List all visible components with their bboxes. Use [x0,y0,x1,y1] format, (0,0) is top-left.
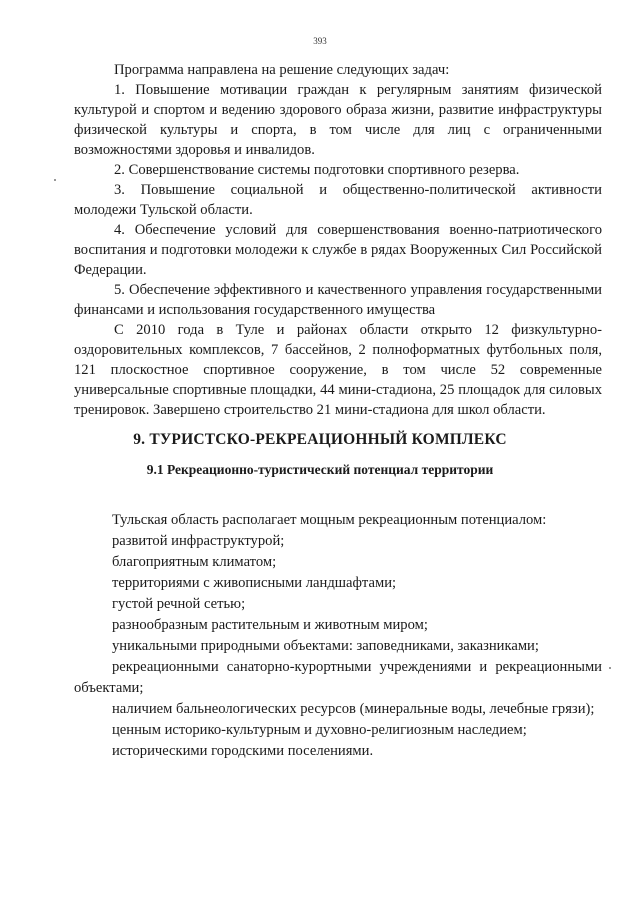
scan-speck [54,179,56,181]
list-item: историческими городскими поселениями. [112,743,374,759]
section-title: 9. ТУРИСТСКО-РЕКРЕАЦИОННЫЙ КОМПЛЕКС [133,431,507,448]
list-item: территориями с живописными ландшафтами; [112,575,397,591]
list-item: наличием бальнеологических ресурсов (минеральные воды, лечебные грязи); [112,701,595,717]
tasks-intro: Программа направлена на решение следующих задач: [114,62,450,78]
list-item: рекреационными санаторно-курортными учреждениями и рекреационными объектами; [74,659,602,696]
task-item-2: 2. Совершенствование системы подготовки спортивного резерва. [114,162,520,178]
potential-intro: Тульская область располагает мощным рекреационным потенциалом: [112,512,547,528]
list-item: благоприятным климатом; [112,554,277,570]
task-item-4: 4. Обеспечение условий для совершенствования военно-патриотического воспитания и подготовки молодежи к службе в рядах Вооруженных Сил Российской Федерации. [74,222,602,278]
page-number: 393 [313,36,327,46]
task-item-5: 5. Обеспечение эффективного и качественного управления государственными финансами и использования государственного имущества [74,282,602,318]
list-item: уникальными природными объектами: заповедниками, заказниками; [112,638,539,654]
list-item: густой речной сетью; [112,596,246,612]
tasks-section [74,60,602,420]
stats-paragraph: С 2010 года в Туле и районах области открыто 12 физкультурно-оздоровительных комплексов, 7 бассейнов, 2 полноформатных футбольных поля, 121 плоскостное спортивное сооружение, в том числе 52 современные универсальные спортивные площадки, 44 мини-стадиона, 25 площадок для силовых тренировок. Завершено строительство 21 мини-стадиона для школ области. [74,322,602,418]
list-item: разнообразным растительным и животным миром; [112,617,428,633]
task-item-3: 3. Повышение социальной и общественно-политической активности молодежи Тульской области. [74,182,602,218]
task-item-1: 1. Повышение мотивации граждан к регулярным занятиям физической культурой и спортом и ведению здорового образа жизни, развитие инфраструктуры физической культуры и спорта, в том числе для лиц с ограниченными возможностями здоровья и инвалидов. [74,82,602,158]
list-item: ценным историко-культурным и духовно-религиозным наследием; [112,722,527,738]
scan-speck [609,667,611,669]
potential-list [74,510,602,762]
list-item: развитой инфраструктурой; [112,533,285,549]
subsection-title: 9.1 Рекреационно-туристический потенциал территории [146,462,494,477]
